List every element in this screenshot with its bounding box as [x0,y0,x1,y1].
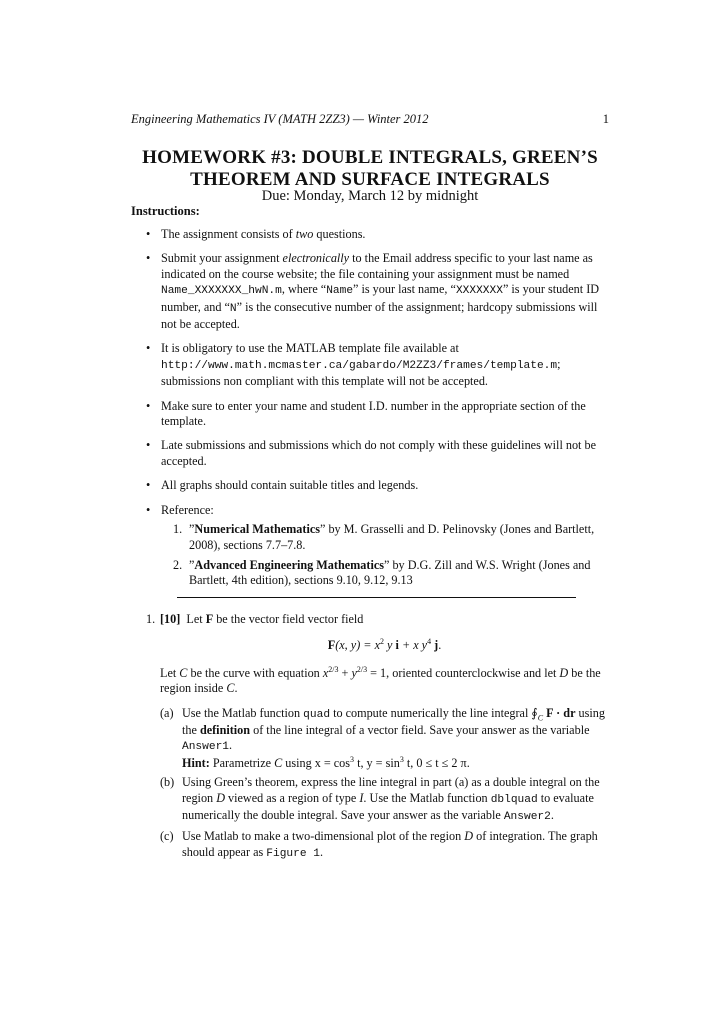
problem-intro: [10] Let F be the vector field vector field [160,612,364,626]
instruction-item: • Submit your assignment electronically to the Email address specific to your last name as indicated on the course website; the file containing your assignment must be named Name_XXXXXXX_hwN.m, where “Name” is your last name, “XXXXXXX” is your student ID number, and “N” is the consecutive number of the assignment; hardcopy submissions will not be accepted. [146,251,600,332]
course-title: Engineering Mathematics IV (MATH 2ZZ3) — Winter 2012 [131,112,429,126]
bullet-icon: • [146,227,151,241]
bullet-icon: • [146,502,151,517]
instruction-item: • Reference: 1. ”Numerical Mathematics” by M. Grasselli and D. Pelinovsky (Jones and Bartlett, 2008), sections 7.7–7.8. 2. ”Advanced Engineering Mathematics” by D.G. Zill and W.S. Wright (Jones and Bartlett, 4th edition), sections 9.10, 9.12, 9.13 [146,503,609,589]
curve-description: Let C be the curve with equation $x^{2/3} + y^{2/3} = 1$, oriented counterclockwise and let D be the region inside C. [160,664,601,696]
reference-item: 1. ”Numerical Mathematics” by M. Grasselli and D. Pelinovsky (Jones and Bartlett, 2008), sections 7.7–7.8. [173,522,595,552]
page-title [120,147,620,191]
instruction-item: • The assignment consists of two questions. [146,227,366,241]
instruction-item: • Make sure to enter your name and student I.D. number in the appropriate section of the template. [146,398,586,429]
hint: Hint: Parametrize C using $x = \cos^3 t$, $y = \sin^3 t$, 0 ≤ t ≤ 2 π. [182,754,470,770]
problem-points: [10] [160,612,181,626]
vector-field-equation: F(x, $y) = x^2$ y i + x $y^4$ j. [327,637,442,653]
instructions-list [146,227,609,598]
problem-parts [160,706,609,863]
part-b: (b) Using Green’s theorem, express the line integral in part (a) as a double integral on the region D viewed as a region of type I. Use the Matlab function dblquad to evaluate numerically the double integral. Save your answer as the variable Answer2. [160,775,600,824]
instruction-item: • It is obligatory to use the MATLAB template file available at http://www.math.mcmaster.ca/gabardo/M2ZZ3/frames/template.m; submissions non compliant with this template will not be accepted. [146,341,561,389]
instruction-item: • Late submissions and submissions which do not comply with these guidelines will not be accepted. [146,438,596,468]
instruction-item: • All graphs should contain suitable titles and legends. [146,478,419,493]
bullet-icon: • [146,251,151,266]
filename-code: Name_XXXXXXX_hwN.m [161,285,282,298]
reference-item: 2. ”Advanced Engineering Mathematics” by D.G. Zill and W.S. Wright (Jones and Bartlett, 4th edition), sections 9.10, 9.12, 9.13 [173,557,591,588]
page-number: 1 [602,112,609,126]
running-head [131,112,609,127]
bullet-icon: • [146,478,151,493]
reference-list [161,522,609,589]
bullet-icon: • [146,341,151,356]
title-line-2: THEOREM AND SURFACE INTEGRALS [190,169,550,190]
problem-1 [146,612,609,866]
problem-body [146,612,609,862]
due-date: Due: Monday, March 12 by midnight [261,188,479,204]
template-url-link[interactable]: http://www.math.mcmaster.ca/gabardo/M2ZZ3/frames/template.m [161,359,558,372]
part-a: (a) Use the Matlab function quad to compute numerically the line integral $∮_C$ F · dr using the definition of the line integral of a vector field. Save your answer as the variable Answer1. Hint: Parametrize C using $x = \cos^3 t$, $y = \sin^3 t$, 0 ≤ t ≤ 2 π. [160,706,609,772]
bullet-icon: • [146,398,151,413]
problem-number: 1. [146,612,156,626]
bullet-icon: • [146,438,151,453]
instructions-heading: Instructions: [131,204,200,218]
section-divider [177,597,576,598]
part-c: (c) Use Matlab to make a two-dimensional plot of the region D of integration. The graph should appear as Figure 1. [160,829,598,860]
title-line-1: HOMEWORK #3: DOUBLE INTEGRALS, GREEN’S [142,147,598,168]
